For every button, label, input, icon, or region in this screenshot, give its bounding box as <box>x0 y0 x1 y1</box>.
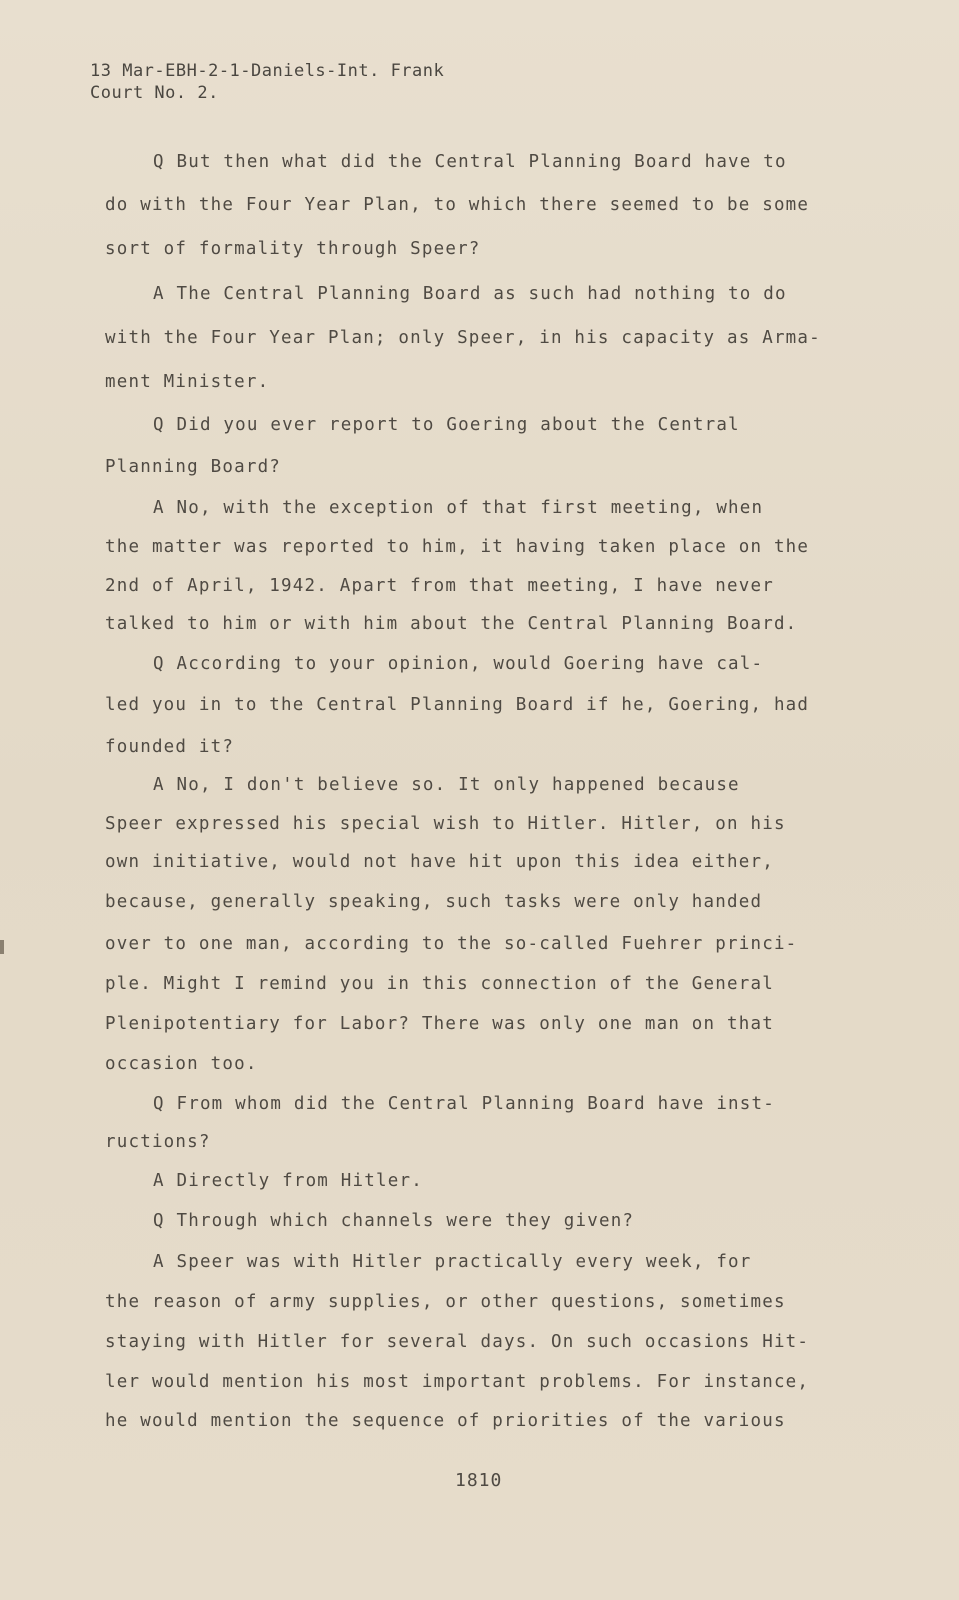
transcript-line: over to one man, according to the so-called Fuehrer princi- <box>105 934 798 954</box>
transcript-line: A No, with the exception of that first meeting, when <box>153 498 764 518</box>
transcript-line: Speer expressed his special wish to Hitler. Hitler, on his <box>105 814 786 834</box>
transcript-line: talked to him or with him about the Central Planning Board. <box>105 614 798 634</box>
transcript-line: ler would mention his most important problems. For instance, <box>105 1372 810 1392</box>
transcript-line: ructions? <box>105 1132 211 1152</box>
transcript-line: with the Four Year Plan; only Speer, in his capacity as Arma- <box>105 328 821 348</box>
transcript-line: the matter was reported to him, it having taken place on the <box>105 537 810 557</box>
transcript-line: Q But then what did the Central Planning Board have to <box>153 152 787 172</box>
transcript-line: do with the Four Year Plan, to which there seemed to be some <box>105 195 810 215</box>
transcript-line: ple. Might I remind you in this connection of the General <box>105 974 774 994</box>
transcript-line: A Speer was with Hitler practically every week, for <box>153 1252 752 1272</box>
transcript-line: Q Did you ever report to Goering about the Central <box>153 415 740 435</box>
transcript-line: own initiative, would not have hit upon this idea either, <box>105 852 774 872</box>
transcript-line: occasion too. <box>105 1054 258 1074</box>
transcript-line: ment Minister. <box>105 372 270 392</box>
transcript-line: because, generally speaking, such tasks were only handed <box>105 892 763 912</box>
document-header <box>90 60 444 104</box>
transcript-line: A The Central Planning Board as such had nothing to do <box>153 284 787 304</box>
header-court: Court No. 2. <box>90 83 219 103</box>
transcript-line: Plenipotentiary for Labor? There was only one man on that <box>105 1014 774 1034</box>
transcript-line: Planning Board? <box>105 457 282 477</box>
margin-mark <box>0 940 4 954</box>
transcript-line: A Directly from Hitler. <box>153 1171 423 1191</box>
page-number: 1810 <box>455 1470 503 1491</box>
transcript-line: Q According to your opinion, would Goering have cal- <box>153 654 764 674</box>
transcript-line: Q Through which channels were they given? <box>153 1211 635 1231</box>
transcript-line: he would mention the sequence of priorities of the various <box>105 1411 786 1431</box>
transcript-line: Q From whom did the Central Planning Board have inst- <box>153 1094 776 1114</box>
transcript-line: 2nd of April, 1942. Apart from that meeting, I have never <box>105 576 774 596</box>
transcript-line: A No, I don't believe so. It only happened because <box>153 775 740 795</box>
transcript-line: founded it? <box>105 737 235 757</box>
transcript-line: the reason of army supplies, or other questions, sometimes <box>105 1292 786 1312</box>
transcript-line: staying with Hitler for several days. On such occasions Hit- <box>105 1332 810 1352</box>
transcript-line: led you in to the Central Planning Board if he, Goering, had <box>105 695 810 715</box>
transcript-line: sort of formality through Speer? <box>105 239 481 259</box>
header-reference: 13 Mar-EBH-2-1-Daniels-Int. Frank <box>90 61 445 81</box>
